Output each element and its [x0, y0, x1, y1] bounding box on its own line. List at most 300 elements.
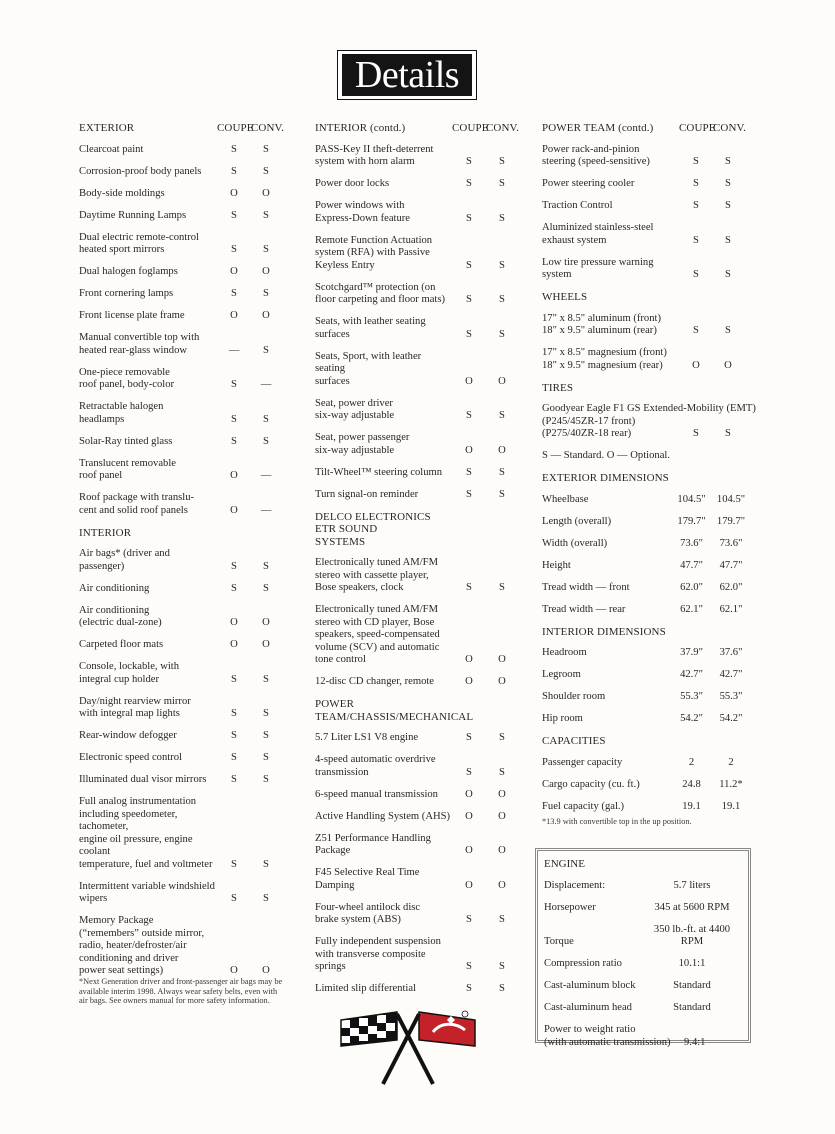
conv-value: S	[499, 328, 505, 340]
spec-row	[79, 548, 284, 573]
coupe-value: 62.0"	[680, 581, 703, 593]
coupe-value: S	[231, 244, 237, 255]
spec-label: Intermittent variable windshield wipers	[79, 880, 215, 904]
section-title: POWER TEAM (contd.)	[542, 122, 654, 134]
coupe-value: O	[465, 676, 473, 687]
conv-value: S	[725, 269, 731, 280]
spec-row	[79, 436, 284, 449]
conv-value: S	[263, 893, 269, 904]
column-header-conv: CONV.	[713, 122, 747, 134]
conv-value: O	[498, 845, 506, 856]
spec-label: Headroom	[542, 647, 587, 658]
crossed-flags-emblem	[337, 1010, 479, 1088]
conv-value: S	[499, 410, 505, 421]
conv-value: S	[499, 259, 505, 271]
coupe-value: 19.1	[682, 800, 701, 812]
conv-value: S	[499, 212, 505, 224]
engine-value: 9.4:1	[684, 1036, 706, 1048]
section-header	[542, 472, 748, 485]
spec-row	[79, 774, 284, 787]
coupe-value: O	[230, 617, 238, 628]
spec-label: Clearcoat paint	[79, 143, 144, 155]
conv-value: 42.7"	[719, 669, 743, 680]
spec-label: Tread width — front	[542, 581, 630, 593]
spec-label: 6-speed manual transmission	[315, 788, 438, 800]
coupe-value: S	[693, 178, 699, 189]
spec-row	[315, 789, 521, 802]
coupe-value: S	[466, 259, 472, 271]
coupe-value: S	[231, 143, 237, 155]
engine-label: Compression ratio	[544, 958, 622, 969]
spec-label: F45 Selective Real Time Damping	[315, 867, 420, 891]
conv-value: S	[263, 165, 269, 177]
spec-row	[315, 282, 521, 307]
coupe-value: S	[231, 379, 237, 390]
conv-value: —	[260, 379, 272, 390]
spec-label: Low tire pressure warning system	[542, 256, 654, 280]
spec-label: Air conditioning (electric dual-zone)	[79, 604, 162, 628]
coupe-value: S	[466, 178, 472, 189]
conv-value: 11.2*	[719, 778, 743, 790]
engine-label: Power to weight ratio (with automatic transmission)	[544, 1024, 671, 1048]
coupe-value: 54.2"	[680, 713, 703, 724]
spec-label: Air bags* (driver and passenger)	[79, 548, 170, 572]
coupe-value: 37.9"	[680, 647, 703, 658]
section-header	[542, 382, 748, 395]
spec-row	[315, 398, 521, 423]
conv-value: O	[498, 654, 506, 665]
spec-row	[542, 347, 748, 372]
conv-value: S	[499, 914, 505, 925]
red-flag-icon	[419, 1012, 475, 1046]
coupe-value: S	[231, 288, 237, 299]
spec-row	[315, 604, 521, 667]
cargo-footnote: *13.9 with convertible top in the up position.	[542, 816, 692, 826]
coupe-value: S	[466, 732, 472, 743]
coupe-value: S	[693, 428, 699, 439]
spec-label: Console, lockable, with integral cup holder	[79, 661, 180, 685]
spec-row	[315, 867, 521, 892]
spec-label: Seat, power driver six-way adjustable	[315, 397, 395, 421]
spec-row	[542, 757, 748, 770]
conv-value: O	[262, 639, 270, 650]
spec-label: Seats, with leather seating surfaces	[315, 316, 426, 340]
column-2	[315, 122, 521, 1005]
spec-row	[542, 669, 748, 682]
conv-value: S	[499, 156, 505, 167]
spec-row	[315, 489, 521, 502]
section-title: INTERIOR (contd.)	[315, 122, 406, 134]
spec-row	[315, 467, 521, 480]
conv-value: —	[260, 470, 272, 481]
page-title: Details	[342, 54, 472, 96]
spec-label: Length (overall)	[542, 515, 612, 527]
conv-value: S	[263, 673, 269, 685]
spec-label: Daytime Running Lamps	[79, 209, 187, 221]
conv-value: S	[725, 200, 731, 211]
spec-row	[315, 676, 521, 689]
column-header-coupe: COUPE	[452, 122, 489, 134]
coupe-value: S	[231, 435, 237, 447]
coupe-value: 2	[688, 756, 695, 768]
conv-value: S	[263, 774, 269, 785]
spec-row	[79, 458, 284, 483]
coupe-value: —	[228, 344, 240, 356]
coupe-value: O	[465, 654, 473, 665]
coupe-value: O	[465, 788, 473, 800]
spec-label: Body-side moldings	[79, 187, 165, 199]
engine-row	[544, 1024, 748, 1049]
legend-text: S — Standard. O — Optional.	[542, 450, 670, 461]
coupe-value: S	[466, 488, 472, 500]
conv-value: S	[499, 961, 505, 972]
spec-label: Legroom	[542, 669, 581, 680]
spec-label: Dual halogen foglamps	[79, 266, 178, 277]
conv-value: O	[498, 810, 506, 822]
conv-value: S	[263, 143, 269, 155]
spec-row	[79, 401, 284, 426]
spec-row	[315, 983, 521, 996]
spec-row	[315, 432, 521, 457]
spec-row	[542, 257, 748, 282]
coupe-value: S	[231, 708, 237, 719]
column-header-conv: CONV.	[251, 122, 285, 134]
section-header	[79, 122, 284, 135]
engine-specs-box	[535, 848, 751, 1048]
spec-row	[79, 266, 284, 279]
spec-row	[542, 494, 748, 507]
spec-label: Carpeted floor mats	[79, 639, 164, 650]
spec-label: Front cornering lamps	[79, 288, 174, 299]
conv-value: S	[263, 560, 269, 572]
spec-label: Aluminized stainless-steel exhaust system	[542, 222, 654, 246]
spec-row	[79, 144, 284, 157]
spec-row	[79, 696, 284, 721]
spec-row	[542, 313, 748, 338]
engine-value: 345 at 5600 RPM	[654, 901, 730, 913]
conv-value: S	[725, 428, 731, 439]
column-header-conv: CONV.	[486, 122, 520, 134]
spec-label: 12-disc CD changer, remote	[315, 676, 435, 687]
conv-value: 37.6"	[719, 647, 743, 658]
coupe-value: 55.3"	[680, 691, 703, 702]
column-1	[79, 122, 284, 987]
spec-row	[542, 713, 748, 726]
engine-row	[544, 880, 748, 893]
conv-value: O	[498, 375, 506, 387]
spec-label: Illuminated dual visor mirrors	[79, 774, 207, 785]
spec-label: Limited slip differential	[315, 983, 417, 994]
section-header	[79, 527, 284, 540]
conv-value: S	[499, 178, 505, 189]
coupe-value: 62.1"	[680, 603, 703, 615]
spec-label: Power door locks	[315, 178, 390, 189]
spec-label: Remote Function Actuation system (RFA) with Passive Keyless Entry	[315, 234, 433, 271]
coupe-value: S	[693, 325, 699, 336]
coupe-value: S	[466, 914, 472, 925]
column-header-coupe: COUPE	[217, 122, 254, 134]
conv-value: S	[263, 582, 269, 594]
section-header	[315, 122, 521, 135]
spec-label: Roof package with translu- cent and solid roof panels	[79, 492, 195, 516]
coupe-value: O	[230, 187, 238, 199]
spec-label: Power windows with Express-Down feature	[315, 200, 411, 224]
coupe-value: O	[230, 310, 238, 321]
spec-label: Hip room	[542, 713, 583, 724]
conv-value: S	[725, 234, 731, 246]
spec-label: Goodyear Eagle F1 GS Extended-Mobility (EMT) (P245/45ZR-17 front) (P275/40ZR-18 rear)	[542, 403, 756, 439]
coupe-value: S	[466, 328, 472, 340]
spec-label: Turn signal-on reminder	[315, 488, 419, 500]
engine-title: ENGINE	[544, 858, 585, 870]
conv-value: 179.7"	[716, 515, 746, 527]
spec-row	[79, 583, 284, 596]
conv-value: S	[263, 344, 269, 356]
spec-row	[542, 647, 748, 660]
coupe-value: 47.7"	[680, 559, 703, 571]
coupe-value: 42.7"	[680, 669, 703, 680]
spec-label: Dual electric remote-control heated sport mirrors	[79, 231, 200, 255]
section-title: TIRES	[542, 381, 574, 394]
conv-value: O	[262, 266, 270, 277]
spec-row	[315, 811, 521, 824]
spec-row	[315, 178, 521, 191]
conv-value: S	[499, 488, 505, 500]
coupe-value: S	[466, 582, 472, 593]
section-title: EXTERIOR	[79, 122, 135, 134]
engine-row	[544, 924, 748, 949]
spec-row	[79, 210, 284, 223]
spec-label: Full analog instrumentation including speedometer, tachometer, engine oil pressure, engine coolant temperature, fuel and voltmeter	[79, 796, 213, 870]
section-header	[315, 698, 521, 723]
spec-label: Power steering cooler	[542, 178, 635, 189]
spec-label: Fuel capacity (gal.)	[542, 800, 625, 812]
spec-row	[542, 604, 748, 617]
spec-label: Seats, Sport, with leather seating surfaces	[315, 350, 422, 387]
coupe-value: S	[231, 560, 237, 572]
spec-label: Electronic speed control	[79, 752, 182, 763]
spec-label: Height	[542, 559, 571, 571]
airbag-footnote: *Next Generation driver and front-passenger air bags may be available interim 1998. Always wear safety belts, even with air bags. See owners manual for more safety information.	[79, 977, 283, 1006]
conv-value: S	[499, 732, 505, 743]
spec-row	[315, 902, 521, 927]
conv-value: S	[263, 288, 269, 299]
section-title: EXTERIOR DIMENSIONS	[542, 472, 669, 484]
coupe-value: O	[230, 965, 238, 976]
spec-row	[79, 367, 284, 392]
coupe-value: 24.8	[682, 778, 701, 790]
coupe-value: O	[230, 504, 238, 516]
spec-row	[79, 166, 284, 179]
engine-value: 5.7 liters	[673, 879, 711, 891]
spec-label: 17" x 8.5" aluminum (front) 18" x 9.5" aluminum (rear)	[542, 312, 661, 336]
conv-value: S	[263, 708, 269, 719]
section-header	[542, 291, 748, 304]
section-header	[542, 122, 748, 135]
conv-value: O	[498, 676, 506, 687]
spec-row	[79, 796, 284, 871]
spec-label: Translucent removable roof panel	[79, 457, 176, 481]
coupe-value: S	[231, 752, 237, 763]
coupe-value: O	[465, 444, 473, 456]
coupe-value: O	[465, 879, 473, 891]
spec-row	[315, 235, 521, 273]
coupe-value: S	[466, 766, 472, 778]
coupe-value: S	[693, 269, 699, 280]
conv-value: S	[263, 435, 269, 447]
spec-row	[79, 605, 284, 630]
spec-label: Rear-window defogger	[79, 730, 177, 741]
spec-row	[79, 881, 284, 906]
coupe-value: S	[231, 673, 237, 685]
coupe-value: S	[693, 200, 699, 211]
conv-value: S	[725, 325, 731, 336]
spec-label: Air conditioning	[79, 582, 150, 594]
spec-row	[79, 188, 284, 201]
conv-value: O	[498, 788, 506, 800]
engine-value: 350 lb.-ft. at 4400 RPM	[653, 923, 731, 947]
conv-value: S	[499, 582, 505, 593]
engine-label: Displacement:	[544, 879, 606, 891]
conv-value: 73.6"	[719, 537, 743, 549]
spec-row	[79, 730, 284, 743]
coupe-value: O	[692, 359, 700, 371]
coupe-value: S	[231, 858, 237, 870]
coupe-value: S	[466, 410, 472, 421]
spec-label: 5.7 Liter LS1 V8 engine	[315, 732, 419, 743]
spec-row	[315, 557, 521, 595]
spec-row	[79, 288, 284, 301]
spec-label: Day/night rearview mirror with integral map lights	[79, 695, 191, 719]
spec-row	[79, 915, 284, 978]
spec-row	[542, 516, 748, 529]
conv-value: 47.7"	[719, 559, 743, 571]
engine-value: Standard	[673, 980, 711, 991]
coupe-value: O	[230, 470, 238, 481]
spec-row	[79, 661, 284, 686]
spec-row	[542, 691, 748, 704]
spec-row	[315, 200, 521, 225]
section-title: WHEELS	[542, 291, 588, 303]
coupe-value: 179.7"	[677, 515, 706, 527]
conv-value: S	[263, 413, 269, 425]
spec-label: Electronically tuned AM/FM stereo with CD player, Bose speakers, speed-compensated volume (SCV) and automatic tone control	[315, 604, 440, 665]
spec-label: Cargo capacity (cu. ft.)	[542, 778, 640, 790]
spec-label: Corrosion-proof body panels	[79, 165, 202, 177]
section-header	[542, 626, 748, 639]
spec-row	[542, 200, 748, 213]
coupe-value: O	[230, 639, 238, 650]
conv-value: S	[725, 156, 731, 167]
spec-row	[542, 538, 748, 551]
section-header	[542, 735, 748, 748]
spec-label: Tread width — rear	[542, 603, 626, 615]
spec-label: PASS-Key II theft-deterrent system with horn alarm	[315, 143, 434, 167]
spec-row	[79, 232, 284, 257]
engine-value: 10.1:1	[678, 958, 706, 969]
engine-row	[544, 902, 748, 915]
coupe-value: S	[231, 893, 237, 904]
spec-row	[542, 560, 748, 573]
spec-row	[542, 144, 748, 169]
spec-row	[79, 752, 284, 765]
spec-row	[542, 801, 748, 814]
coupe-value: 104.5"	[677, 493, 706, 505]
engine-label: Torque	[544, 936, 574, 947]
coupe-value: S	[466, 156, 472, 167]
spec-label: Fully independent suspension with transverse composite springs	[315, 936, 441, 972]
coupe-value: O	[465, 810, 473, 822]
engine-row	[544, 958, 748, 971]
coupe-value: S	[231, 730, 237, 741]
coupe-value: S	[466, 294, 472, 305]
spec-label: Active Handling System (AHS)	[315, 810, 451, 822]
spec-row	[79, 492, 284, 517]
spec-label: One-piece removable roof panel, body-color	[79, 366, 175, 390]
spec-row	[315, 754, 521, 779]
coupe-value: S	[693, 156, 699, 167]
coupe-value: S	[466, 983, 472, 994]
spec-row	[79, 332, 284, 357]
conv-value: O	[498, 879, 506, 891]
spec-label: 4-speed automatic overdrive transmission	[315, 754, 436, 778]
engine-row	[544, 1002, 748, 1015]
checkered-flag-icon	[341, 1012, 397, 1046]
section-title: INTERIOR DIMENSIONS	[542, 625, 666, 638]
conv-value: S	[499, 294, 505, 305]
conv-value: S	[725, 178, 731, 189]
spec-label: Wheelbase	[542, 493, 589, 505]
spec-row	[315, 732, 521, 745]
spec-label: Memory Package (“remembers” outside mirror, radio, heater/defroster/air conditioning and driver power seat settings)	[79, 915, 205, 976]
engine-label: Cast-aluminum head	[544, 1002, 632, 1013]
conv-value: O	[262, 310, 270, 321]
engine-value: Standard	[673, 1002, 711, 1013]
spec-row	[315, 316, 521, 341]
spec-label: Traction Control	[542, 200, 613, 211]
coupe-value: S	[231, 165, 237, 177]
conv-value: O	[498, 444, 506, 456]
spec-label: Tilt-Wheel™ steering column	[315, 466, 443, 478]
conv-value: S	[499, 466, 505, 478]
conv-value: O	[262, 617, 270, 628]
spec-label: Shoulder room	[542, 691, 606, 702]
coupe-value: S	[231, 209, 237, 221]
spec-row	[79, 639, 284, 652]
coupe-value: S	[466, 212, 472, 224]
conv-value: S	[263, 730, 269, 741]
spec-label: Passenger capacity	[542, 756, 623, 768]
conv-value: S	[263, 858, 269, 870]
spec-row	[542, 403, 756, 441]
coupe-value: O	[465, 375, 473, 387]
spec-label: Z51 Performance Handling Package	[315, 832, 431, 856]
coupe-value: S	[693, 234, 699, 246]
conv-value: S	[263, 752, 269, 763]
spec-label: Solar-Ray tinted glass	[79, 435, 173, 447]
coupe-value: 73.6"	[680, 537, 703, 549]
spec-row	[542, 222, 748, 247]
engine-label: Horsepower	[544, 901, 596, 913]
spec-label: Electronically tuned AM/FM stereo with cassette player, Bose speakers, clock	[315, 557, 438, 593]
conv-value: S	[263, 209, 269, 221]
engine-row	[544, 980, 748, 993]
column-3	[542, 122, 756, 826]
engine-label: Cast-aluminum block	[544, 980, 636, 991]
page-title-box	[337, 50, 477, 100]
spec-label: Power rack-and-pinion steering (speed-sensitive)	[542, 143, 650, 167]
coupe-value: S	[231, 413, 237, 425]
